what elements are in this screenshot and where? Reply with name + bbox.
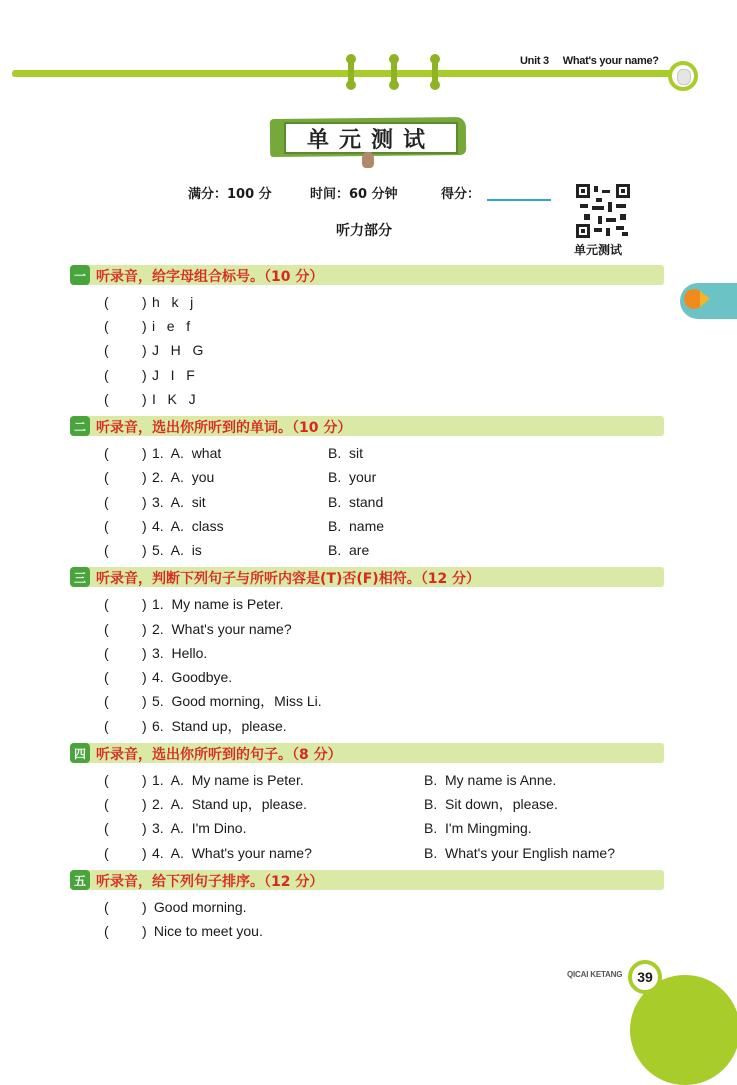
option-a: 1. A. what [152,445,222,461]
option-a: 3. A. I'm Dino. [152,820,247,836]
option-b: B. name [328,518,385,534]
section-title: 听录音，选出你所听到的单词。（10 分） [96,420,352,436]
answer-blank-close: ) [142,318,147,334]
answer-blank-close: ) [142,899,147,915]
section-title: 听录音，选出你所听到的句子。（8 分） [96,747,342,763]
section-title: 听录音，给字母组合标号。（10 分） [96,269,324,285]
answer-blank-close: ) [142,693,147,709]
section-number: 二 [70,416,90,436]
answer-blank-open[interactable]: ( [104,294,109,310]
answer-blank-open[interactable]: ( [104,772,109,788]
time-limit: 时间：60 分钟 [310,187,398,202]
answer-blank-close: ) [142,518,147,534]
unit-header [520,55,659,67]
answer-blank-open[interactable]: ( [104,367,109,383]
answer-blank-close: ) [142,542,147,558]
answer-blank-open[interactable]: ( [104,645,109,661]
answer-blank-close: ) [142,820,147,836]
answer-blank-open[interactable]: ( [104,518,109,534]
fish-tail-icon [700,291,710,307]
option-a: 2. A. you [152,469,215,485]
answer-blank-open[interactable]: ( [104,494,109,510]
question-text: I K J [152,391,196,407]
answer-blank-open[interactable]: ( [104,796,109,812]
option-b: B. are [328,542,370,558]
sentence-text: Good morning. [150,899,247,915]
option-b: B. I'm Mingming. [424,820,532,836]
answer-blank-open[interactable]: ( [104,391,109,407]
answer-blank-open[interactable]: ( [104,469,109,485]
section-title: 听录音，判断下列句子与所听内容是(T)否(F)相符。（12 分） [96,571,481,587]
binder-pin-icon [391,57,397,87]
question-text: 4. Goodbye. [152,669,233,685]
answer-blank-close: ) [142,445,147,461]
answer-blank-close: ) [142,367,147,383]
sentence-text: Nice to meet you. [150,923,263,939]
option-a: 4. A. class [152,518,224,534]
option-a: 4. A. What's your name? [152,845,312,861]
question-text: J I F [152,367,195,383]
answer-blank-open[interactable]: ( [104,693,109,709]
qr-code-icon[interactable] [576,184,630,238]
page-number: 39 [628,960,662,994]
unit-title: What's your name? [562,55,659,67]
option-b: B. sit [328,445,364,461]
binder-pin-icon [348,57,354,87]
option-a: 5. A. is [152,542,202,558]
section-header-2 [70,416,664,436]
section-header-1 [70,265,664,285]
question-text: 1. My name is Peter. [152,596,284,612]
answer-blank-close: ) [142,391,147,407]
qr-caption: 单元测试 [574,243,623,257]
mascot-badge-icon [668,61,698,91]
answer-blank-close: ) [142,294,147,310]
option-b: B. Sit down，please. [424,796,558,812]
section-number: 四 [70,743,90,763]
section-header-4 [70,743,664,763]
answer-blank-open[interactable]: ( [104,542,109,558]
question-text: i e f [152,318,191,334]
answer-blank-close: ) [142,469,147,485]
part-heading: 听力部分 [336,223,392,239]
hand-icon [362,152,374,168]
answer-blank-open[interactable]: ( [104,445,109,461]
score-label: 得分： [441,187,481,202]
question-text: h k j [152,294,194,310]
answer-blank-open[interactable]: ( [104,718,109,734]
answer-blank-close: ) [142,645,147,661]
answer-blank-close: ) [142,596,147,612]
section-number: 一 [70,265,90,285]
question-text: 5. Good morning，Miss Li. [152,693,322,709]
unit-number: Unit 3 [520,55,549,67]
answer-blank-open[interactable]: ( [104,845,109,861]
section-header-5 [70,870,664,890]
question-text: J H G [152,342,204,358]
section-title: 听录音，给下列句子排序。（12 分） [96,874,324,890]
answer-blank-open[interactable]: ( [104,621,109,637]
page-title: 单元测试 [306,127,435,153]
option-b: B. What's your English name? [424,845,615,861]
option-b: B. your [328,469,377,485]
answer-blank-close: ) [142,772,147,788]
answer-blank-open[interactable]: ( [104,318,109,334]
answer-blank-open[interactable]: ( [104,669,109,685]
header-rule [12,70,682,77]
binder-pin-icon [432,57,438,87]
section-number: 三 [70,567,90,587]
answer-blank-open[interactable]: ( [104,923,109,939]
option-a: 3. A. sit [152,494,206,510]
title-banner [284,122,458,154]
answer-blank-close: ) [142,923,147,939]
publisher-label: QICAI KETANG [567,970,623,979]
section-header-3 [70,567,664,587]
option-b: B. stand [328,494,384,510]
answer-blank-open[interactable]: ( [104,820,109,836]
section-number: 五 [70,870,90,890]
question-text: 3. Hello. [152,645,208,661]
answer-blank-close: ) [142,342,147,358]
answer-blank-close: ) [142,621,147,637]
answer-blank-open[interactable]: ( [104,899,109,915]
question-text: 6. Stand up，please. [152,718,287,734]
answer-blank-close: ) [142,845,147,861]
question-text: 2. What's your name? [152,621,292,637]
answer-blank-close: ) [142,494,147,510]
score-blank[interactable] [487,199,551,201]
option-a: 2. A. Stand up，please. [152,796,307,812]
answer-blank-open[interactable]: ( [104,596,109,612]
answer-blank-open[interactable]: ( [104,342,109,358]
option-a: 1. A. My name is Peter. [152,772,304,788]
answer-blank-close: ) [142,796,147,812]
full-score: 满分：100 分 [188,187,272,202]
answer-blank-close: ) [142,669,147,685]
option-b: B. My name is Anne. [424,772,557,788]
answer-blank-close: ) [142,718,147,734]
